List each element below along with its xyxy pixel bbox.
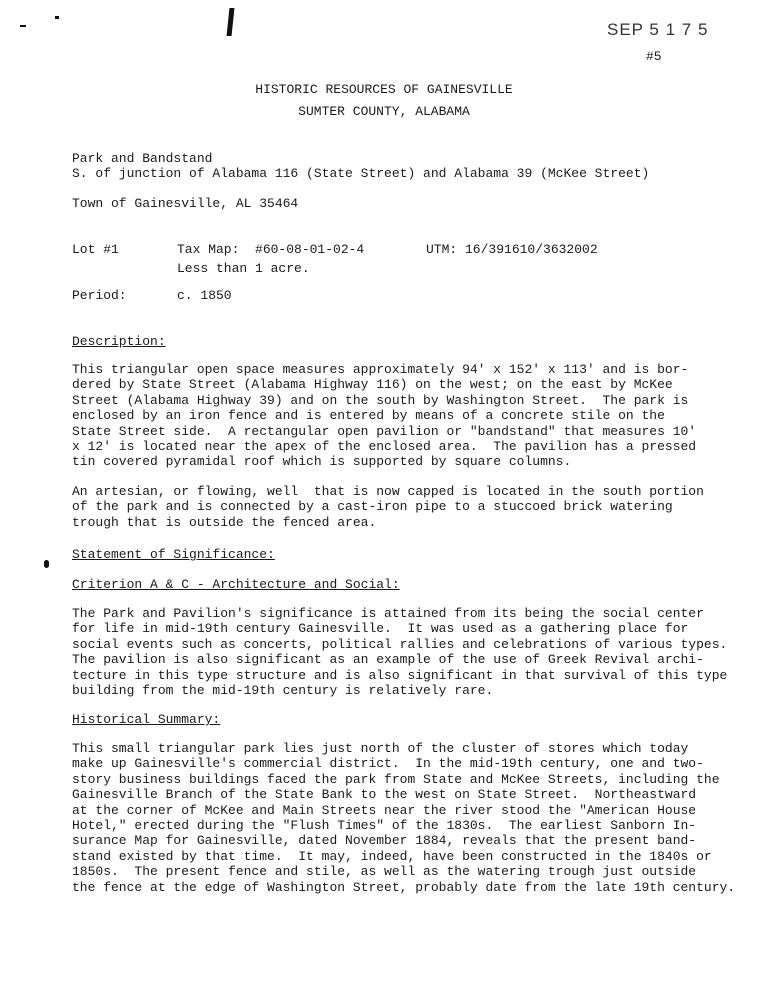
document-title: HISTORIC RESOURCES OF GAINESVILLE bbox=[255, 82, 513, 97]
lot-label: Lot #1 bbox=[72, 242, 119, 257]
date-stamp: SEP 5 1 7 5 bbox=[607, 20, 709, 39]
tax-map: Tax Map: #60-08-01-02-4 bbox=[177, 242, 365, 257]
site-name: Park and Bandstand bbox=[72, 151, 213, 166]
page-number: #5 bbox=[646, 49, 662, 64]
scan-speck bbox=[44, 560, 49, 568]
scan-speck bbox=[55, 16, 59, 19]
utm-reference: UTM: 16/391610/3632002 bbox=[426, 242, 598, 257]
criterion-heading: Criterion A & C - Architecture and Social: bbox=[72, 577, 400, 592]
significance-heading: Statement of Significance: bbox=[72, 547, 275, 562]
scan-mark bbox=[227, 8, 235, 36]
period-value: c. 1850 bbox=[177, 288, 232, 303]
period-label: Period: bbox=[72, 288, 127, 303]
description-paragraph-2: An artesian, or flowing, well that is now capped is located in the south portion of the park and is connected by a cast-iron pipe to a stuccoed brick watering trough that is outside the fenced area. bbox=[72, 484, 704, 530]
history-paragraph: This small triangular park lies just north of the cluster of stores which today make up Gainesville's commercial district. In the mid-19th century, one and two- story business buildings faced the park from State and McKee Streets, including the Gainesville Branch of the State Bank to the west on State Street. Northeastward at the corner of McKee and Main Streets near the river stood the "American House Hotel," erected during the "Flush Times" of the 1830s. The earliest Sanborn In- surance Map for Gainesville, dated November 1884, reveals that the present band- stand existed by that time. It may, indeed, have been constructed in the 1840s or 1850s. The present fence and stile, as well as the watering trough just outside the fence at the edge of Washington Street, probably date from the late 19th century. bbox=[72, 741, 736, 895]
document-subtitle: SUMTER COUNTY, ALABAMA bbox=[298, 104, 470, 119]
lot-size: Less than 1 acre. bbox=[177, 261, 310, 276]
description-paragraph-1: This triangular open space measures approximately 94' x 152' x 113' and is bor- dered by State Street (Alabama Highway 116) on the west; on the east by McKee Street (Alabama Highway 39) and on the south by Washington Street. The park is enclosed by an iron fence and is entered by means of a concrete stile on the State Street side. A rectangular open pavilion or "bandstand" that measures 10' x 12' is located near the apex of the enclosed area. The pavilion has a pressed tin covered pyramidal roof which is supported by square columns. bbox=[72, 362, 697, 470]
site-town: Town of Gainesville, AL 35464 bbox=[72, 196, 299, 211]
scan-speck bbox=[20, 25, 26, 27]
description-heading: Description: bbox=[72, 334, 166, 349]
history-heading: Historical Summary: bbox=[72, 712, 221, 727]
significance-paragraph: The Park and Pavilion's significance is attained from its being the social center for life in mid-19th century Gainesville. It was used as a gathering place for social events such as concerts, political rallies and celebrations of various types. The pavilion is also significant as an example of the use of Greek Revival archi- tecture in this type structure and is also significant in that survival of this type building from the mid-19th century is relatively rare. bbox=[72, 606, 728, 699]
site-location: S. of junction of Alabama 116 (State Street) and Alabama 39 (McKee Street) bbox=[72, 166, 650, 181]
